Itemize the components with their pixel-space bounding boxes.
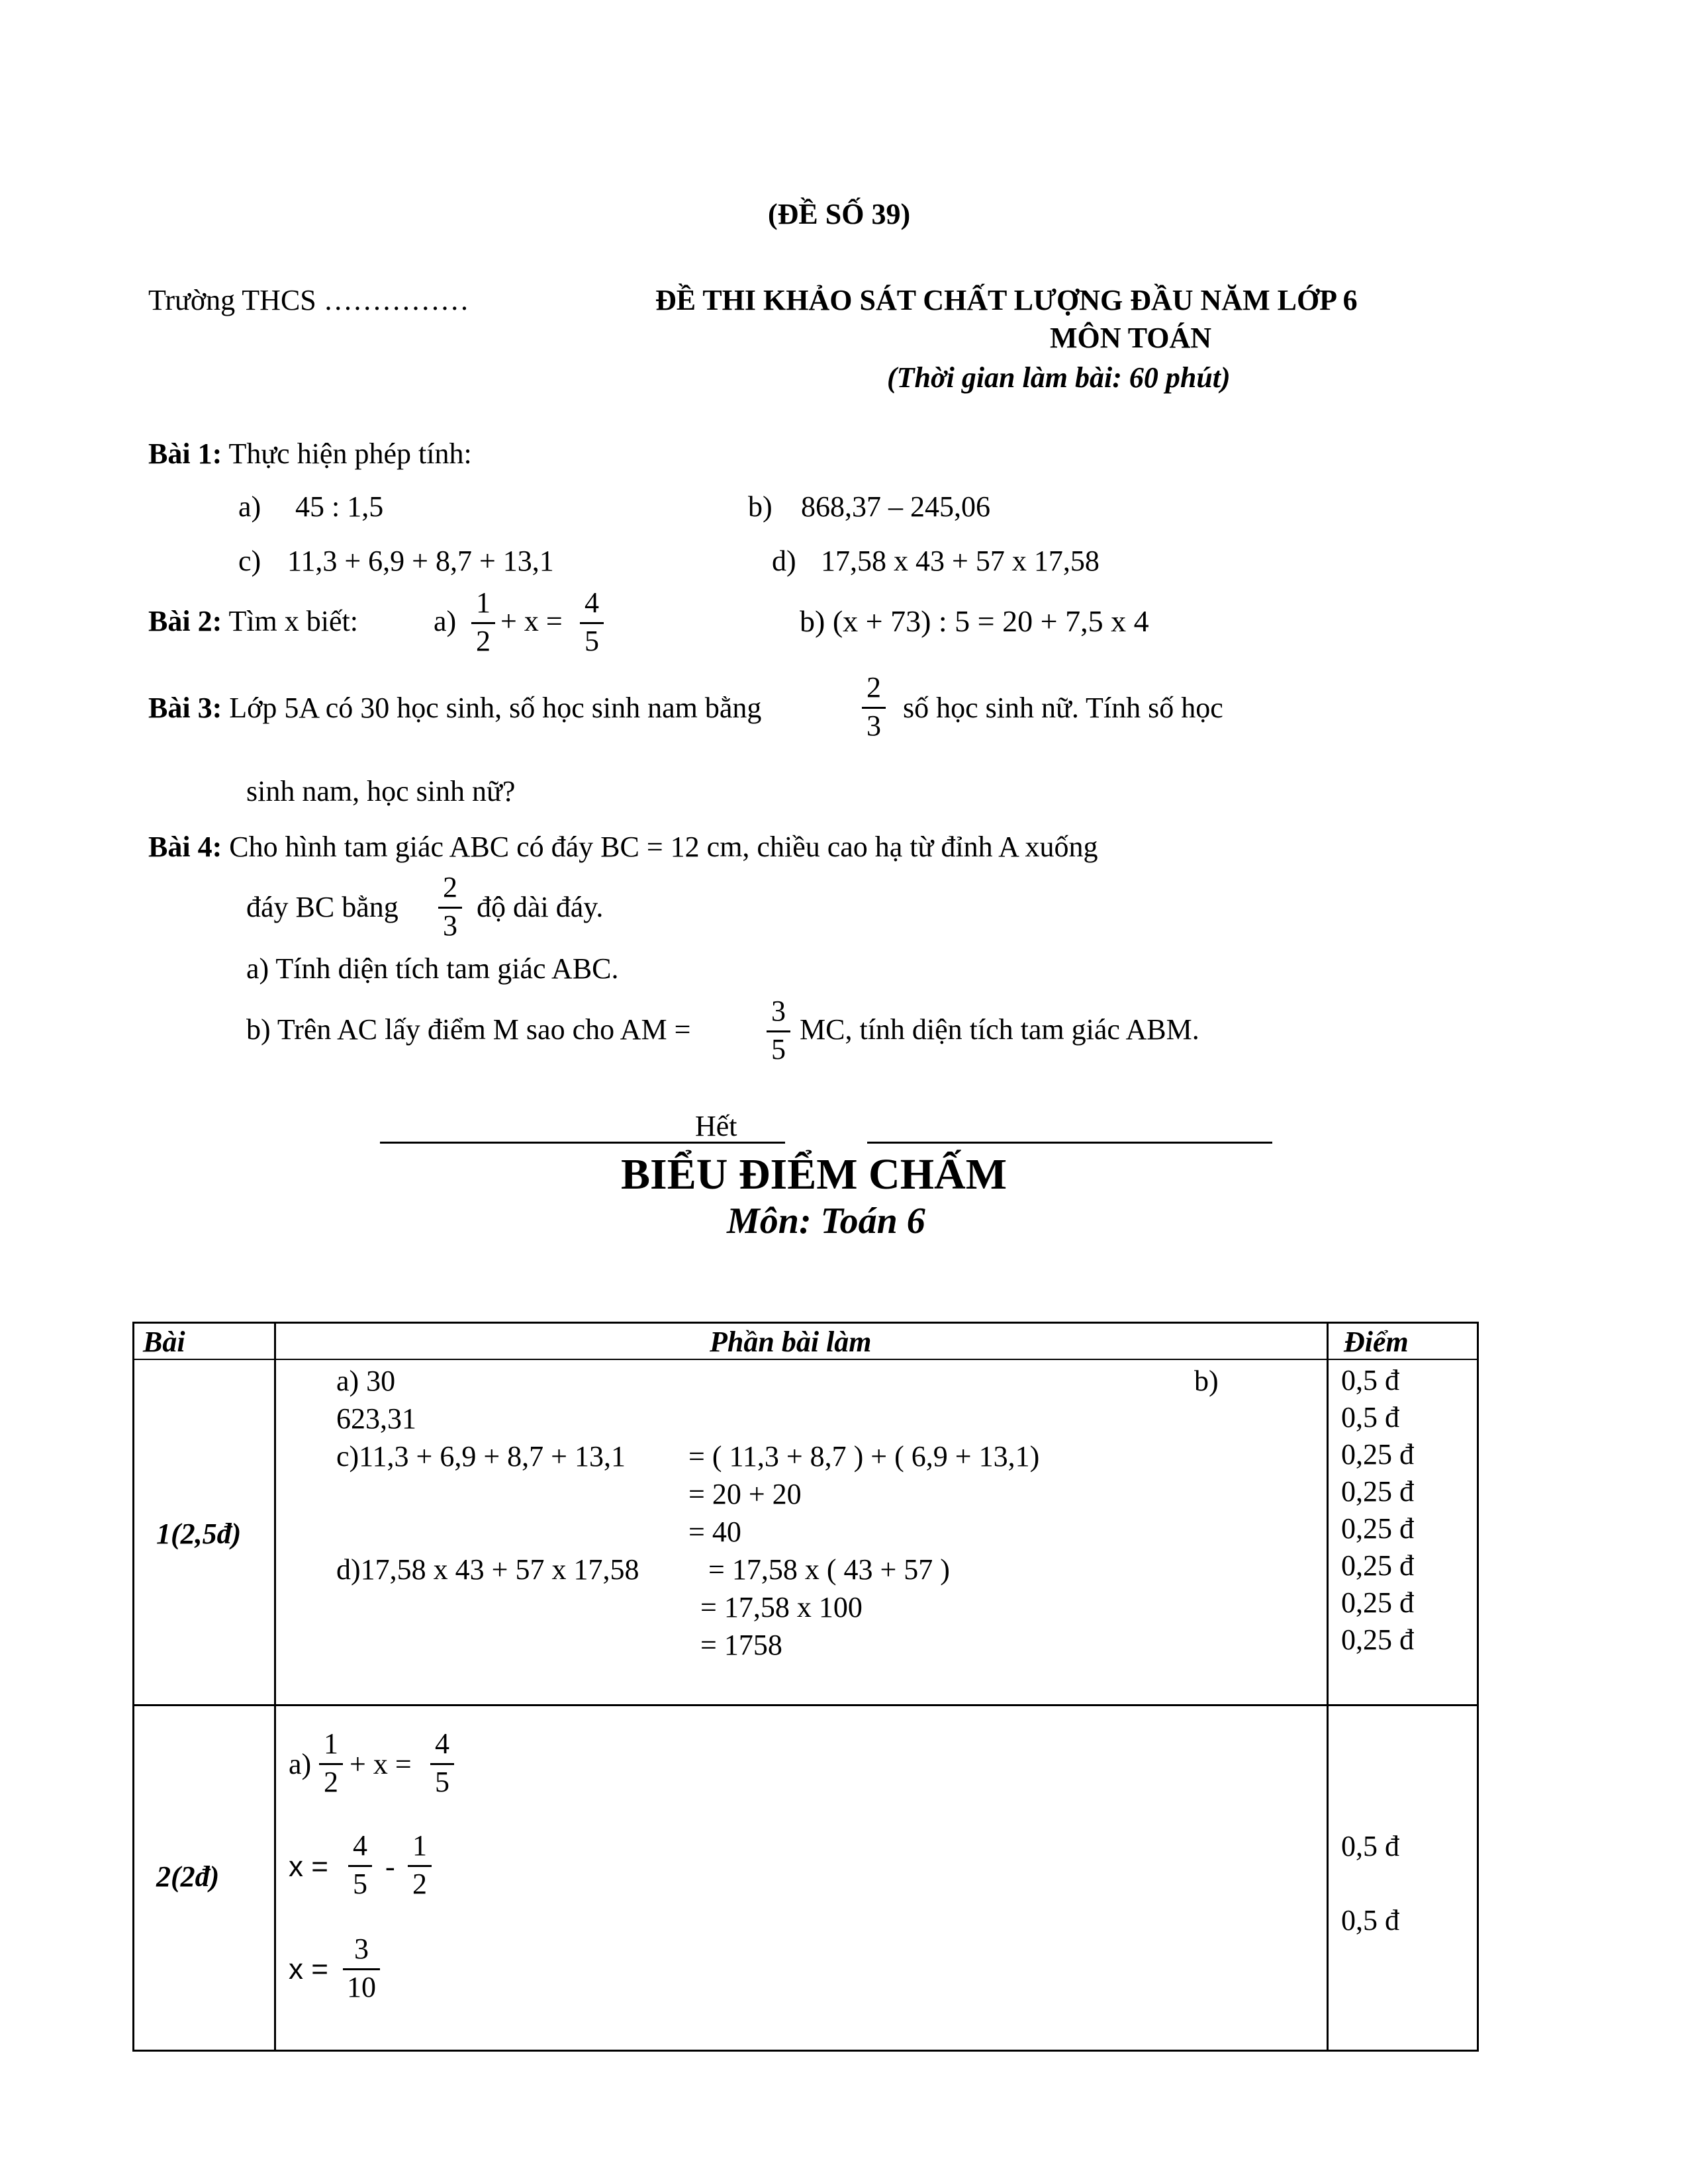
- row2-a-fraction-2: [428, 1729, 457, 1797]
- fraction-numerator: 4: [435, 1727, 449, 1760]
- table-border-bottom: [132, 2050, 1479, 2052]
- bai4-fraction: [436, 872, 465, 941]
- bai3: [148, 691, 761, 725]
- bai4-a: a) Tính diện tích tam giác ABC.: [246, 952, 619, 985]
- bai2-b-expr: b) (x + 73) : 5 = 20 + 7,5 x 4: [800, 604, 1149, 638]
- bai1-b-label: b): [748, 490, 773, 523]
- row1-b: b): [1194, 1365, 1219, 1397]
- fraction-bar: [767, 1030, 790, 1032]
- end-text: Hết: [695, 1110, 737, 1142]
- bai4-b1: b) Trên AC lấy điểm M sao cho AM =: [246, 1013, 691, 1046]
- bai1-b-expr: 868,37 – 245,06: [801, 490, 990, 523]
- fraction-denominator: 2: [412, 1868, 427, 1900]
- bai2-text: Tìm x biết:: [228, 605, 358, 637]
- row2-a-label: a): [289, 1748, 312, 1780]
- row1-a: a) 30: [336, 1365, 396, 1397]
- score: 0,5 đ: [1341, 1364, 1399, 1396]
- bai4-text1: Cho hình tam giác ABC có đáy BC = 12 cm, chiều cao hạ từ đỉnh A xuống: [229, 831, 1098, 863]
- answer-subject: Môn: Toán 6: [727, 1201, 925, 1242]
- bai1-a-label: a): [238, 490, 261, 523]
- bai4-text2b: độ dài đáy.: [477, 891, 604, 923]
- row2-a-fraction-1: [316, 1729, 346, 1797]
- fraction-bar: [438, 907, 462, 909]
- row1-c-line1: c)11,3 + 6,9 + 8,7 + 13,1: [336, 1440, 626, 1473]
- bai1-d-expr: 17,58 x 43 + 57 x 17,58: [821, 545, 1100, 577]
- fraction-numerator: 1: [324, 1727, 338, 1760]
- bai4-b-fraction: [764, 996, 793, 1065]
- fraction-bar: [319, 1763, 343, 1765]
- fraction-numerator: 4: [353, 1829, 367, 1862]
- table-border-top: [132, 1322, 1479, 1324]
- row1-scores: [1341, 1362, 1414, 1659]
- fraction-denominator: 2: [324, 1766, 338, 1798]
- bai1-c-expr: 11,3 + 6,9 + 8,7 + 13,1: [287, 545, 554, 577]
- bai1-label: Bài 1:: [148, 437, 222, 470]
- bai3-label: Bài 3:: [148, 692, 222, 724]
- bai3-text3: sinh nam, học sinh nữ?: [246, 775, 516, 807]
- fraction-numerator: 3: [354, 1933, 369, 1965]
- score: 0,25 đ: [1341, 1475, 1414, 1508]
- exam-number: (ĐỀ SỐ 39): [768, 198, 911, 230]
- fraction-denominator: 2: [476, 625, 491, 657]
- fraction-bar: [348, 1865, 372, 1867]
- bai1-a-expr: 45 : 1,5: [295, 490, 384, 523]
- end-rule-right: [867, 1142, 1272, 1144]
- fraction-bar: [580, 622, 604, 624]
- exam-time: (Thời gian làm bài: 60 phút): [887, 361, 1231, 394]
- header-bai: Bài: [143, 1326, 185, 1358]
- fraction-bar: [343, 1968, 380, 1970]
- fraction-denominator: 5: [585, 625, 599, 657]
- fraction-denominator: 5: [353, 1868, 367, 1900]
- table-border-left: [132, 1322, 134, 2052]
- row2-bai: 2(2đ): [156, 1860, 220, 1893]
- bai2-label: Bài 2:: [148, 605, 222, 637]
- header-diem: Điểm: [1344, 1326, 1409, 1358]
- fraction-denominator: 3: [443, 909, 457, 942]
- header-phan-bai-lam: Phần bài làm: [710, 1326, 872, 1358]
- bai2-a-mid: + x =: [500, 605, 563, 637]
- bai1-d-label: d): [772, 545, 796, 577]
- row2-x1-fraction-1: [346, 1831, 375, 1899]
- table-row-divider: [132, 1704, 1479, 1706]
- row1-d-line1-result: = 17,58 x ( 43 + 57 ): [708, 1553, 950, 1586]
- row2-a-mid: + x =: [350, 1748, 412, 1780]
- fraction-denominator: 5: [771, 1033, 786, 1066]
- bai1-c-label: c): [238, 545, 261, 577]
- score: 0,25 đ: [1341, 1586, 1414, 1619]
- school-line: Trường THCS ……………: [148, 284, 469, 316]
- table-col-divider-1: [274, 1322, 276, 2052]
- fraction-numerator: 2: [867, 671, 881, 704]
- row2-x1-fraction-2: [405, 1831, 434, 1899]
- exam-subject: MÔN TOÁN: [1050, 322, 1212, 354]
- score: 0,25 đ: [1341, 1623, 1414, 1656]
- fraction-numerator: 1: [412, 1829, 427, 1862]
- row1-c-line1-result: = ( 11,3 + 8,7 ) + ( 6,9 + 13,1): [688, 1440, 1040, 1473]
- row1-c-line2: = 20 + 20: [688, 1478, 802, 1510]
- row1-bai: 1(2,5đ): [156, 1518, 242, 1550]
- bai4-text2a: đáy BC bằng: [246, 891, 399, 923]
- row2-x2-label: x =: [289, 1953, 328, 1985]
- answer-title: BIỂU ĐIỂM CHẤM: [621, 1150, 1008, 1199]
- bai3-text1: Lớp 5A có 30 học sinh, số học sinh nam bằng: [229, 692, 762, 724]
- row2-x2-fraction: [340, 1934, 383, 2003]
- bai2-a-label: a): [434, 605, 457, 637]
- score: 0,5 đ: [1341, 1401, 1399, 1433]
- bai2-a-fraction-2: [577, 588, 606, 657]
- bai1-text: Thực hiện phép tính:: [228, 437, 472, 470]
- exam-title: ĐỀ THI KHẢO SÁT CHẤT LƯỢNG ĐẦU NĂM LỚP 6: [655, 284, 1358, 316]
- fraction-bar: [408, 1865, 432, 1867]
- row1-d-line1: d)17,58 x 43 + 57 x 17,58: [336, 1553, 639, 1586]
- row1-d-line3: = 1758: [700, 1629, 782, 1661]
- bai2-a-fraction-1: [469, 588, 498, 657]
- bai4-label: Bài 4:: [148, 831, 222, 863]
- row1-c-line3: = 40: [688, 1516, 741, 1548]
- fraction-bar: [430, 1763, 454, 1765]
- bai1: [148, 437, 472, 471]
- fraction-denominator: 10: [347, 1971, 376, 2003]
- row2-score-2: 0,5 đ: [1341, 1904, 1399, 1936]
- fraction-numerator: 2: [443, 871, 457, 903]
- row2-x1-label: x =: [289, 1850, 328, 1883]
- bai4: [148, 830, 1098, 864]
- score: 0,25 đ: [1341, 1549, 1414, 1582]
- row2-x1-minus: -: [385, 1850, 395, 1883]
- bai2: [148, 604, 358, 639]
- row1-b-value: 623,31: [336, 1402, 416, 1435]
- fraction-denominator: 5: [435, 1766, 449, 1798]
- fraction-numerator: 3: [771, 995, 786, 1027]
- bai4-b2: MC, tính diện tích tam giác ABM.: [800, 1013, 1199, 1046]
- table-col-divider-2: [1327, 1322, 1329, 2052]
- row2-score-1: 0,5 đ: [1341, 1830, 1399, 1862]
- fraction-bar: [471, 622, 495, 624]
- bai3-text2: số học sinh nữ. Tính số học: [903, 692, 1223, 724]
- bai3-fraction: [859, 672, 888, 741]
- fraction-bar: [862, 707, 886, 709]
- row1-d-line2: = 17,58 x 100: [700, 1591, 863, 1623]
- fraction-numerator: 4: [585, 586, 599, 619]
- fraction-numerator: 1: [476, 586, 491, 619]
- table-border-right: [1477, 1322, 1479, 2052]
- score: 0,25 đ: [1341, 1512, 1414, 1545]
- score: 0,25 đ: [1341, 1438, 1414, 1471]
- fraction-denominator: 3: [867, 709, 881, 742]
